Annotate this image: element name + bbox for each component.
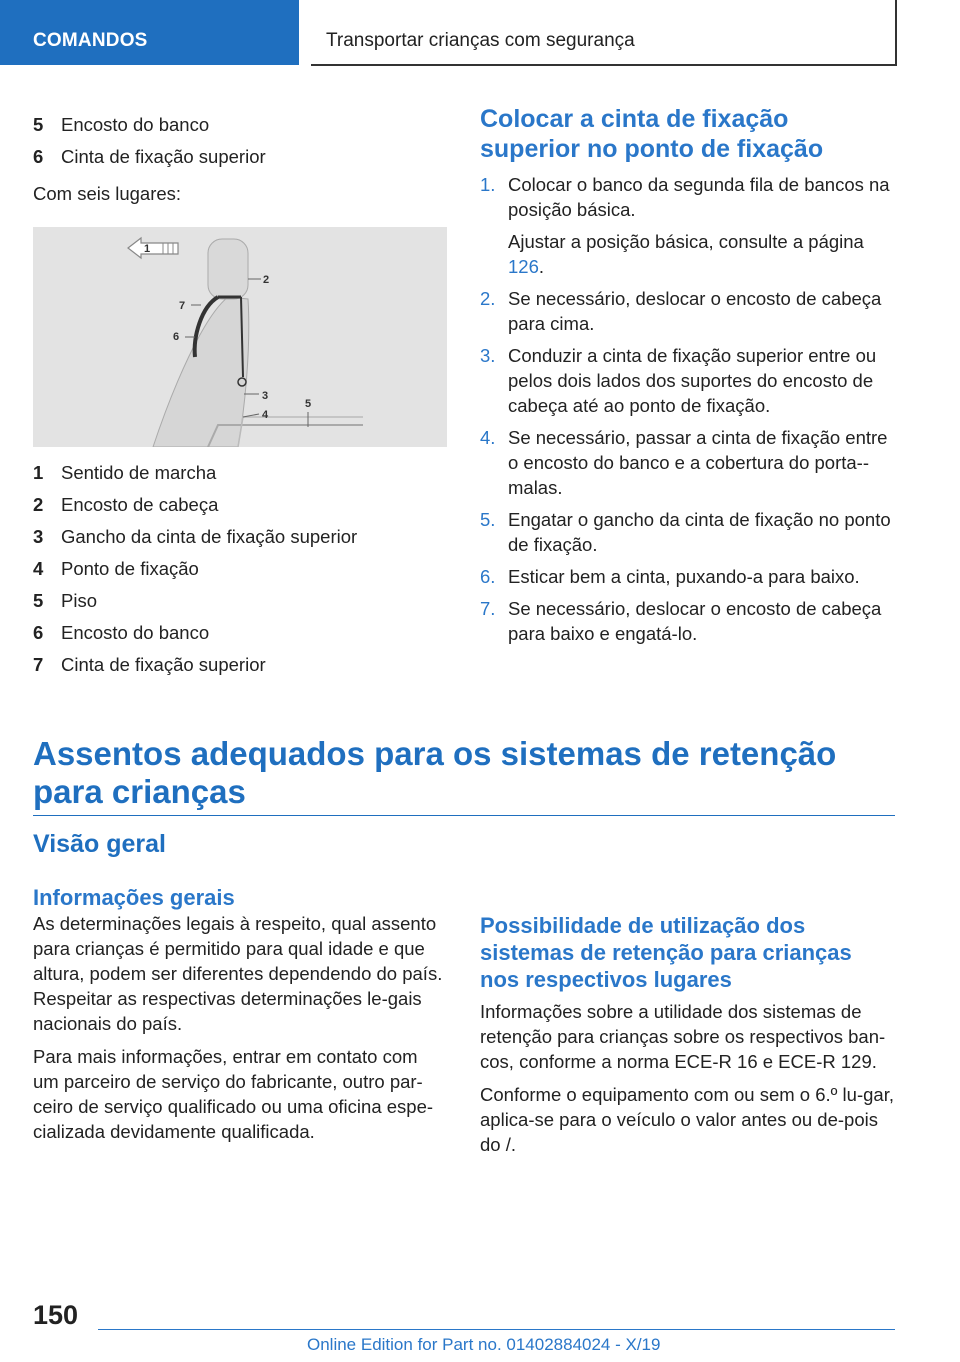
list-item: 4. Se necessário, passar a cinta de fixação entre o encosto do banco e a cobertura do porta--malas.: [480, 427, 888, 498]
com-seis-text: Com seis lugares:: [33, 183, 182, 204]
header-section-label: COMANDOS: [33, 30, 148, 51]
figure-label-2: 2: [263, 274, 270, 286]
figure-label-5: 5: [305, 398, 312, 410]
possibilidade-block: [480, 912, 895, 1165]
list-item: 2. Se necessário, deslocar o encosto de cabeça para cima.: [480, 288, 882, 334]
info-gerais-heading: Informações gerais: [33, 885, 235, 910]
info-gerais-block: [33, 884, 447, 1152]
possibilidade-heading: Possibilidade de utilização dos sistemas de retenção para crianças nos respectivos lugares: [480, 913, 852, 992]
footer-edition: Online Edition for Part no. 01402884024 - X/19: [307, 1335, 661, 1354]
figure-label-1: 1: [144, 243, 151, 255]
list-item: 6. Esticar bem a cinta, puxando-a para baixo.: [480, 566, 860, 587]
page-link[interactable]: 126: [508, 256, 539, 277]
list-item: 5. Engatar o gancho da cinta de fixação no ponto de fixação.: [480, 509, 891, 555]
figure-label-4: 4: [262, 409, 269, 421]
list-item: 1 Sentido de marcha: [33, 462, 217, 483]
figure-label-7: 7: [179, 300, 186, 312]
list-item: 3 Gancho da cinta de fixação superior: [33, 526, 358, 547]
list-item: 4 Ponto de fixação: [33, 558, 199, 579]
list-item: 6 Encosto do banco: [33, 622, 210, 643]
right-column-top: [480, 104, 895, 653]
list-item: 7. Se necessário, deslocar o encosto de cabeça para baixo e engatá-lo.: [480, 598, 882, 644]
list-item: 5 Piso: [33, 590, 97, 611]
header-title: Transportar crianças com segurança: [326, 30, 635, 51]
possibilidade-p1: Informações sobre a utilidade dos sistemas de retenção para crianças sobre os respectivos ban-cos, conforme a norma ECE-R 16 e ECE-R 129.: [480, 1001, 886, 1072]
header-section-tab: [0, 0, 299, 65]
list-item: 5 Encosto do banco: [33, 114, 210, 135]
section-title: Assentos adequados para os sistemas de retenção para crianças: [33, 735, 837, 810]
seat-diagram-svg: [33, 227, 447, 447]
visao-geral-heading: Visão geral: [33, 830, 166, 858]
possibilidade-p2: Conforme o equipamento com ou sem o 6.º lu-gar, aplica-se para o veículo o valor antes ou de-pois do /.: [480, 1084, 894, 1155]
list-item: 2 Encosto de cabeça: [33, 494, 219, 515]
figure-label-6: 6: [173, 331, 180, 343]
info-gerais-p2: Para mais informações, entrar em contato com um parceiro de serviço do fabricante, outro par-ceiro de serviço qualificado ou uma oficina espe-cializada devidamente qualificada.: [33, 1046, 434, 1142]
footer-divider: [98, 1329, 895, 1330]
list-item: 3. Conduzir a cinta de fixação superior entre ou pelos dois lados dos suportes do encosto de cabeça até ao ponto de fixação.: [480, 345, 877, 416]
info-gerais-p1: As determinações legais à respeito, qual assento para crianças é permitido para qual idade e que altura, podem ser diferentes dependendo do país. Respeitar as respectivas determinações le-gais nacionais do país.: [33, 913, 443, 1034]
list-item: 6 Cinta de fixação superior: [33, 146, 266, 167]
seat-diagram-figure: [33, 227, 447, 447]
fixation-steps: [480, 172, 895, 646]
list-item: 7 Cinta de fixação superior: [33, 654, 266, 675]
header-title-box: [311, 0, 897, 66]
page-number: 150: [33, 1300, 79, 1330]
list-item: 1. Colocar o banco da segunda fila de bancos na posição básica. Ajustar a posição básica, consulte a página 126.: [480, 174, 890, 277]
direction-arrow-icon: [128, 238, 178, 258]
left-column-top: [33, 112, 447, 214]
section-divider: [33, 815, 895, 816]
figure-legend: [33, 460, 447, 684]
top-legend-list: [33, 112, 447, 169]
fixation-heading: Colocar a cinta de fixação superior no ponto de fixação: [480, 105, 824, 163]
figure-label-3: 3: [262, 390, 269, 402]
